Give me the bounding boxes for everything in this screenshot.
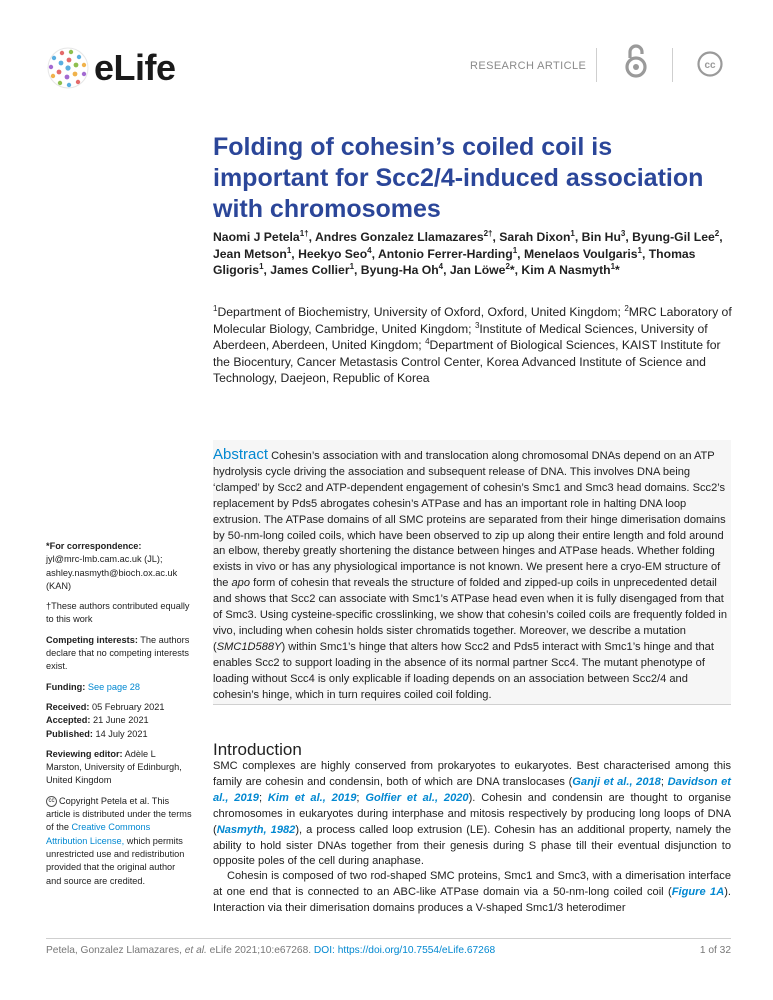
correspondence-emails[interactable]: jyl@mrc-lmb.cam.ac.uk (JL); ashley.nasmyth@bioch.ox.ac.uk (KAN): [46, 554, 178, 591]
reviewing-editor-block: [46, 748, 192, 788]
author-separator: ,: [354, 263, 361, 277]
article-type-label: RESEARCH ARTICLE: [470, 60, 587, 72]
author-separator: ,: [625, 230, 633, 244]
author-affiliation-marker: 1: [610, 261, 616, 271]
affiliation-number: 1: [213, 303, 218, 313]
author-separator: ,: [291, 246, 299, 261]
affiliation-number: 4: [425, 336, 430, 346]
author-separator: ,: [263, 263, 271, 277]
author-name[interactable]: Menelaos Voulgaris: [523, 246, 638, 261]
article-info-sidebar: [46, 540, 192, 895]
citation-link[interactable]: Golfier et al., 2020: [365, 791, 469, 804]
funding-label: Funding:: [46, 681, 86, 692]
citation-link[interactable]: Nasmyth, 1982: [216, 823, 296, 836]
author-affiliation-marker: 1: [286, 245, 292, 255]
introduction-heading: Introduction: [213, 740, 302, 759]
author-separator: ,: [492, 230, 500, 244]
abstract-text-3: ) within Smc1’s hinge that alters how Scc2 and Pds5 interact with Smc1’s hinge and that enables Scc2 to support loading in the absence of its normal partner Scc4. The mutant phenotype of loading without Scc4 is only explicable if loading depends on an association between Scc2/4 and cohesin’s hinge, which in turn requires coiled coil folding.: [213, 640, 714, 701]
author-list: [213, 229, 733, 279]
cc-icon-text: cc: [704, 60, 716, 71]
author-name[interactable]: Naomi J Petela: [213, 230, 300, 244]
abstract-mutation: SMC1D588Y: [216, 640, 282, 653]
paragraph-text: ;: [356, 791, 366, 804]
author-affiliation-marker: 4: [367, 245, 372, 255]
elife-logo-icon: [46, 46, 90, 90]
reviewing-editor-label: Reviewing editor:: [46, 748, 123, 759]
author-name[interactable]: Heekyo Seo: [298, 246, 368, 261]
affiliation-text: Institute of Medical Sciences, University of Aberdeen, Aberdeen, United Kingdom;: [213, 321, 708, 352]
published-label: Published:: [46, 728, 93, 739]
author-name[interactable]: Bin Hu: [581, 230, 621, 244]
author-separator: ,: [371, 246, 378, 261]
logo-text: eLife: [94, 47, 176, 88]
author-name[interactable]: Sarah Dixon: [499, 230, 571, 244]
introduction-paragraph-2: [213, 869, 731, 917]
published-date: 14 July 2021: [92, 728, 148, 739]
copyright-text: Copyright Petela et al. This article is distributed under the terms of the: [46, 795, 192, 833]
reviewing-editor-text: Adèle L Marston, University of Edinburgh, United Kingdom: [46, 748, 182, 786]
copyright-block: [46, 795, 192, 888]
author-name[interactable]: Andres Gonzalez Llamazares: [314, 230, 484, 244]
article-title: Folding of cohesin’s coiled coil is important for Scc2/4-induced association with chromosomes: [213, 133, 704, 223]
author-separator: ,: [574, 230, 582, 244]
paragraph-text: ;: [660, 775, 668, 788]
author-name[interactable]: Jan Löwe: [449, 263, 506, 277]
competing-interests-label: Competing interests:: [46, 634, 138, 645]
affiliation-list: [213, 304, 733, 387]
footer-doi-link[interactable]: DOI: https://doi.org/10.7554/eLife.67268: [313, 945, 496, 956]
paragraph-text: ). Interaction via their dimerisation domains produces a V-shaped Smc1/3 heterodimer: [213, 885, 731, 914]
footer-citation: [46, 945, 495, 956]
accepted-date: 21 June 2021: [90, 715, 149, 726]
dates-block: [46, 701, 192, 741]
license-link[interactable]: Creative Commons Attribution License,: [46, 822, 151, 846]
author-name[interactable]: James Collier: [270, 263, 350, 277]
correspondence-block: [46, 540, 192, 593]
author-name[interactable]: Thomas Gligoris: [213, 246, 696, 277]
author-affiliation-marker: 1: [259, 261, 264, 271]
author-separator: ,: [641, 246, 649, 261]
citation-link[interactable]: Kim et al., 2019: [267, 791, 357, 804]
author-affiliation-marker: 1: [512, 245, 518, 255]
author-affiliation-marker: 2: [714, 228, 720, 238]
author-separator: *,: [509, 263, 522, 277]
author-affiliation-marker: 1: [349, 261, 355, 271]
footer-divider: [46, 938, 731, 939]
author-separator: ,: [443, 263, 450, 277]
copyright-tail: which permits unrestricted use and redistribution provided that the original author and source are credited.: [46, 835, 185, 886]
open-access-lock-icon[interactable]: [623, 42, 649, 85]
citation-link[interactable]: Davidson et al., 2019: [213, 775, 731, 804]
correspondence-label: *For correspondence:: [46, 541, 142, 551]
author-name[interactable]: Antonio Ferrer-Harding: [377, 246, 513, 261]
citation-link[interactable]: Figure 1A: [671, 885, 725, 898]
cc-icon[interactable]: [697, 51, 723, 82]
paragraph-text: ). Cohesin and condensin are thought to organise chromosomes in eukaryotes during interphase and mitosis respectively by producing long loops of DNA (: [213, 791, 731, 836]
author-affiliation-marker: 4: [438, 261, 444, 271]
affiliation-number: 3: [474, 320, 480, 330]
paragraph-text: ), a process called loop extrusion (LE). Cohesin has an additional property, namely the ability to hold sister DNAs together from their genesis during S phase till their eventual disjunction to opposite poles of the cell during anaphase.: [213, 823, 731, 868]
funding-link[interactable]: See page 28: [87, 681, 140, 692]
affiliation-text: MRC Laboratory of Molecular Biology, Cambridge, United Kingdom;: [213, 305, 732, 336]
footer-authors: Petela, Gonzalez Llamazares,: [46, 945, 185, 956]
abstract-text-1: Cohesin’s association with and translocation along chromosomal DNAs depend on an ATP hydrolysis cycle driving the association and subsequent release of DNA. This involves DNA being ‘clamped’ by Scc2 and ATP-dependent engagement of cohesin’s Smc1 and Smc3 head domains. Scc2’s replacement by Pds5 abrogates cohesin’s ATPase and has an important role in halting DNA loop extrusion. The ATPase domains of all SMC proteins are separated from their hinge dimerisation domains by 50-nm-long coiled coils, which have been observed to zip up along their entire length and fold around an elbow, thereby greatly shortening the distance between hinges and ATPase heads. Whether folding exists in vivo or has any physiological importance is not known. We present here a cryo-EM structure of the: [213, 450, 726, 590]
paragraph-text: Cohesin is composed of two rod-shaped SMC proteins, Smc1 and Smc3, with a dimerisation interface at one end that is connected to an ABC-like ATPase domain via a 50-nm-long coiled coil (: [213, 870, 731, 898]
elife-logo[interactable]: [46, 46, 186, 88]
affiliation-number: 2: [624, 303, 629, 313]
accepted-label: Accepted:: [46, 715, 91, 726]
author-separator: ,: [517, 246, 524, 261]
author-name[interactable]: Byung-Ha Oh: [360, 263, 439, 277]
author-affiliation-marker: 2: [505, 261, 510, 271]
author-separator: ,: [308, 230, 315, 244]
paragraph-text: SMC complexes are highly conserved from prokaryotes to eukaryotes. Best characterised among this family are cohesin and condensin, both of which are DNA translocases (: [213, 760, 731, 788]
received-label: Received:: [46, 701, 90, 712]
author-affiliation-marker: 2†: [483, 228, 493, 238]
author-affiliation-marker: 1: [570, 228, 575, 238]
affiliation-text: Department of Biological Sciences, KAIST Institute for the Biocentury, Cancer Metastasis Control Center, Korea Advanced Institute of Science and Technology, Daejeon, Republic of Korea: [213, 338, 721, 385]
equal-contribution-note: †These authors contributed equally to this work: [46, 601, 190, 625]
author-separator: *: [615, 263, 620, 277]
footer-etal: et al.: [184, 945, 207, 956]
abstract-heading: Abstract: [213, 446, 269, 463]
author-affiliation-marker: 1: [637, 245, 642, 255]
abstract-text-2: form of cohesin that reveals the structure of folded and zipped-up coils in unprecedented detail and shows that Scc2 can associate with Smc1’s ATPase head even when it is fully disengaged from that of Smc3. Using cysteine-specific crosslinking, we show that cohesin’s coiled coils are frequently folded in vivo, including when cohesin holds sister chromatids together. Moreover, we describe a mutation (: [213, 577, 728, 653]
footer-journal: eLife 2021;10:e67268.: [206, 945, 314, 956]
paragraph-text: ;: [258, 791, 268, 804]
citation-link[interactable]: Ganji et al., 2018: [572, 775, 661, 788]
competing-interests-block: [46, 634, 192, 674]
author-separator: ,: [719, 230, 723, 244]
header-divider: [596, 48, 597, 82]
abstract: [213, 447, 731, 704]
page-number: 1 of 32: [699, 945, 731, 956]
author-name[interactable]: Byung-Gil Lee: [632, 230, 715, 244]
author-name[interactable]: Jean Metson: [213, 246, 287, 261]
cc-small-icon: cc: [46, 796, 57, 807]
competing-interests-text: The authors declare that no competing interests exist.: [46, 634, 190, 672]
received-date: 05 February 2021: [89, 701, 165, 712]
abstract-apo: apo: [231, 577, 251, 590]
introduction-paragraph-1: [213, 759, 731, 870]
funding-block: [46, 681, 192, 694]
header-divider: [672, 48, 673, 82]
author-name[interactable]: Kim A Nasmyth: [521, 263, 611, 277]
affiliation-text: Department of Biochemistry, University of Oxford, Oxford, United Kingdom;: [217, 305, 625, 319]
author-affiliation-marker: 3: [620, 228, 626, 238]
author-affiliation-marker: 1†: [299, 228, 309, 238]
